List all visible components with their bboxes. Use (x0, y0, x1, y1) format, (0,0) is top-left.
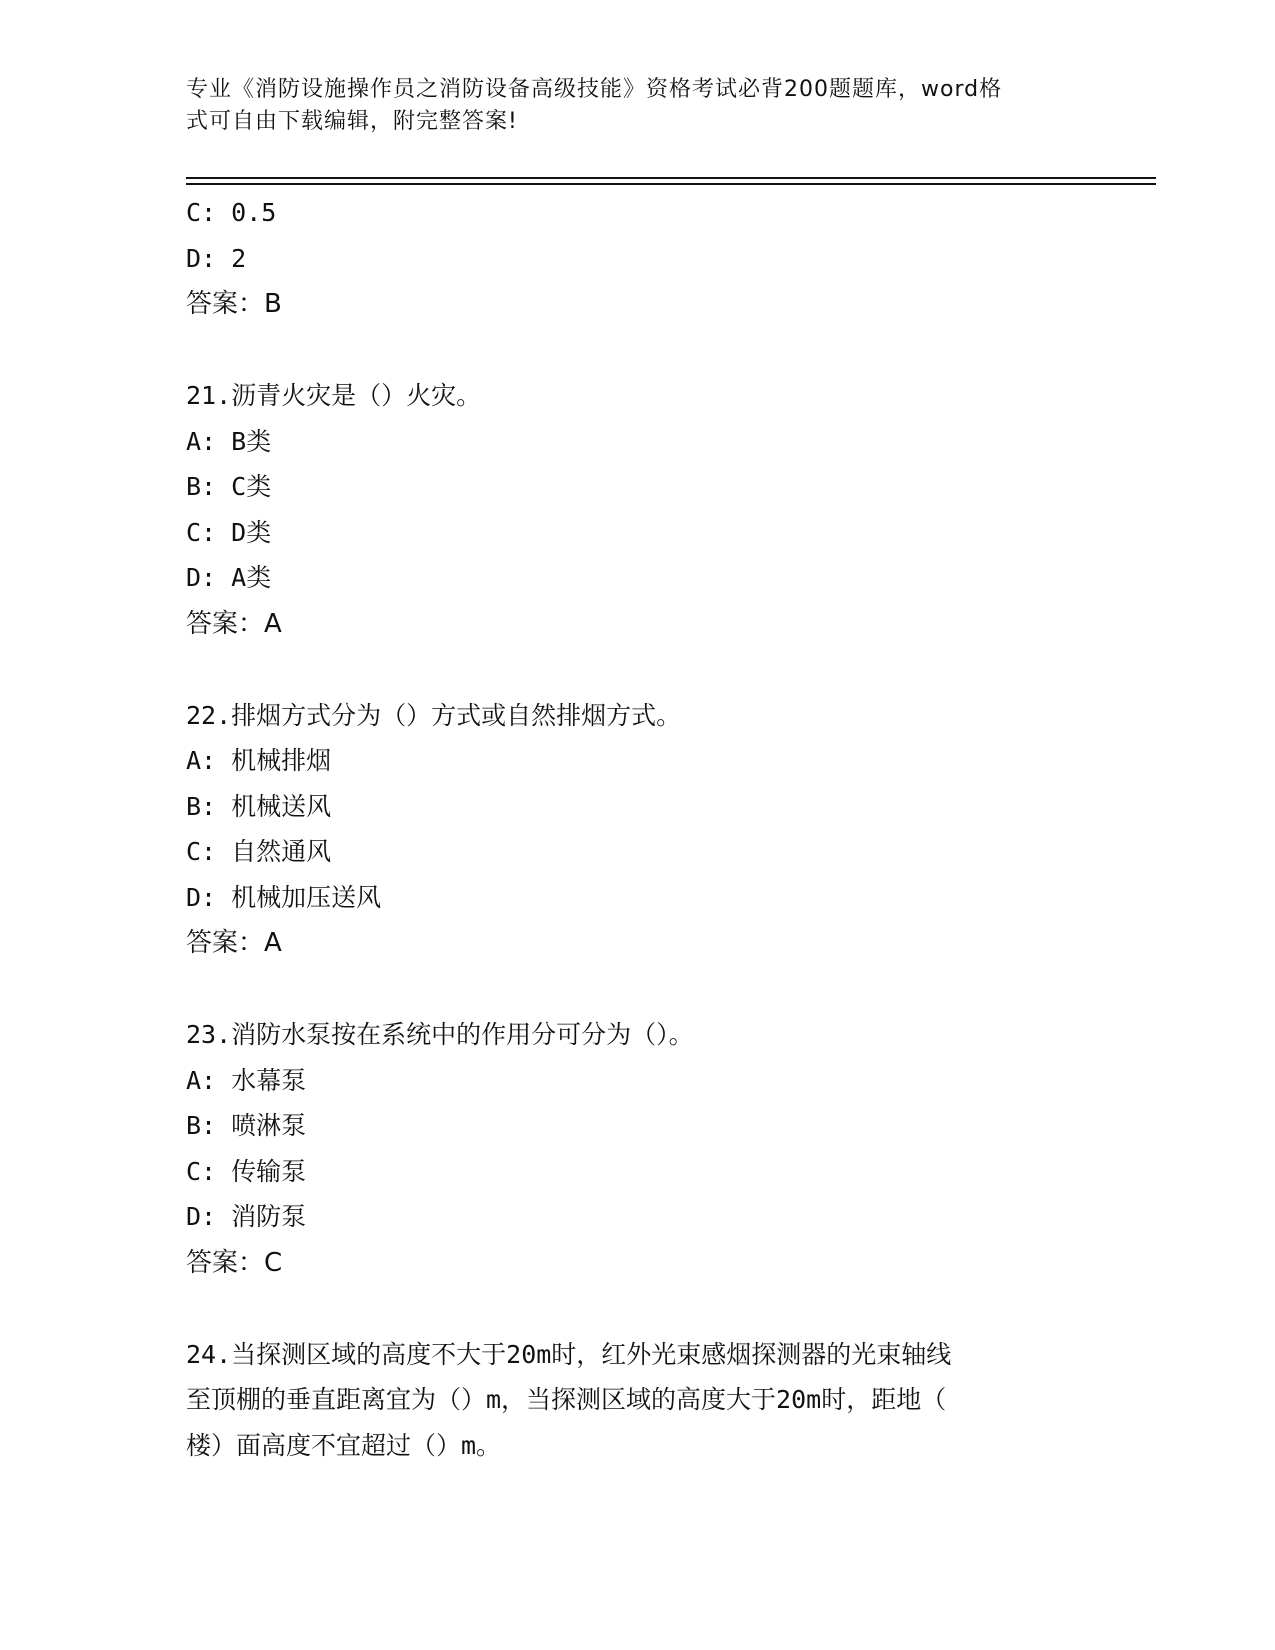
option-d: D: 机械加压送风 (186, 882, 382, 912)
header-line-1: 专业《消防设施操作员之消防设备高级技能》资格考试必背200题题库，word格 (186, 77, 1003, 102)
question-text-line-2: 至顶棚的垂直距离宜为（）m，当探测区域的高度大于20m时，距地（ (186, 1385, 947, 1414)
header-rule-bottom (186, 183, 1156, 185)
option-c: C: D类 (186, 517, 272, 547)
question-text-line-1: 24.当探测区域的高度不大于20m时，红外光束感烟探测器的光束轴线 (186, 1339, 952, 1369)
answer-line: 答案：A (186, 608, 282, 639)
option-a: A: 机械排烟 (186, 746, 332, 775)
question-24 (186, 1332, 1086, 1469)
question-22 (186, 693, 1086, 967)
header-line-2: 式可自由下载编辑，附完整答案! (186, 109, 518, 134)
question-text-line-3: 楼）面高度不宜超过（）m。 (186, 1430, 502, 1460)
question-text (186, 1332, 1076, 1469)
option-d: D: 消防泵 (186, 1202, 307, 1231)
previous-question-tail (186, 190, 1086, 327)
option-a: A: B类 (186, 426, 272, 456)
option-d: D: 2 (186, 243, 247, 273)
question-23 (186, 1012, 1086, 1286)
document-header (186, 74, 1066, 138)
question-list (186, 190, 1086, 1468)
option-b: B: C类 (186, 472, 272, 501)
header-rule-top (186, 177, 1156, 179)
option-c: C: 自然通风 (186, 837, 332, 866)
question-text: 23.消防水泵按在系统中的作用分可分为（）。 (186, 1020, 694, 1049)
question-21 (186, 373, 1086, 647)
option-b: B: 喷淋泵 (186, 1111, 307, 1140)
question-text: 22.排烟方式分为（）方式或自然排烟方式。 (186, 700, 682, 730)
answer-line: 答案：B (186, 289, 282, 319)
option-b: B: 机械送风 (186, 791, 332, 821)
answer-line: 答案：A (186, 928, 282, 958)
option-c: C: 传输泵 (186, 1156, 307, 1186)
option-a: A: 水幕泵 (186, 1065, 307, 1095)
question-text: 21.沥青火灾是（）火灾。 (186, 381, 482, 410)
answer-line: 答案：C (186, 1247, 283, 1278)
option-c: C: 0.5 (186, 198, 277, 227)
option-d: D: A类 (186, 563, 272, 592)
